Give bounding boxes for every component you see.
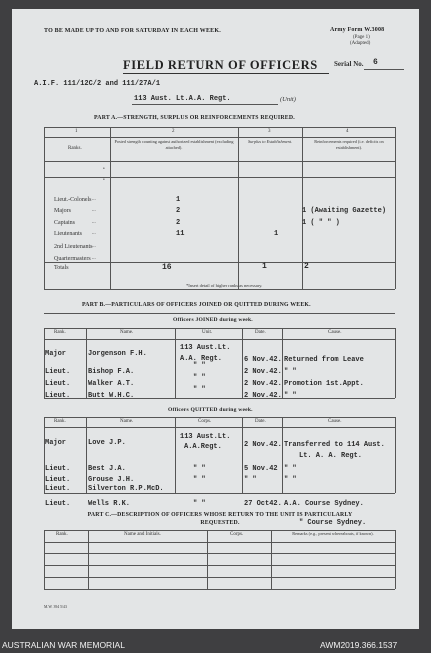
quitted-date: 5 Nov.42 xyxy=(244,465,278,473)
quitted-col-cause: Cause. xyxy=(328,419,342,424)
quitted-col-corps: Corps. xyxy=(198,419,212,424)
leader-dots: ... xyxy=(92,256,96,261)
part-c-col-corps: Corps. xyxy=(230,532,244,537)
posted-strength: 1 xyxy=(176,196,181,204)
header-reinforcements: Reinforcements required (i.e. deficits on establishment). xyxy=(314,139,384,150)
quitted-col-rank: Rank. xyxy=(54,419,66,424)
header-posted: Posted strength counting against authorized establishment (excluding attached). xyxy=(114,139,234,150)
col-number: 2 xyxy=(172,129,175,134)
joined-rank: Lieut. xyxy=(45,368,71,376)
quitted-name: Best J.A. xyxy=(88,465,126,473)
quitted-rank: Major xyxy=(45,439,67,447)
col-number: 3 xyxy=(268,129,271,134)
part-c-col-rank: Rank. xyxy=(56,532,68,537)
joined-cause: " " xyxy=(284,368,297,376)
footer-source: AUSTRALIAN WAR MEMORIAL xyxy=(2,640,125,650)
joined-unit: " " xyxy=(193,374,206,382)
joined-date: 2 Nov.42. xyxy=(244,368,282,376)
form-page: (Page 1) xyxy=(353,35,370,40)
quitted-date: 2 Nov.42. xyxy=(244,441,282,449)
quitted-date: 27 Oct42. xyxy=(244,500,282,508)
totals-reinforcements: 2 xyxy=(304,262,309,271)
unit-value: 113 Aust. Lt.A.A. Regt. xyxy=(134,95,231,103)
rank-label: Majors xyxy=(54,208,71,214)
reference-line: A.I.F. 111/12C/2 and 111/27A/1 xyxy=(34,80,161,88)
rank-label: Lieut.-Colonels xyxy=(54,197,92,203)
quitted-corps: " " xyxy=(193,476,206,484)
joined-unit: 113 Aust.Lt. xyxy=(180,344,231,352)
quitted-cause-line2: Lt. A. A. Regt. xyxy=(299,452,363,460)
print-code: M.W. 394 5/43 xyxy=(44,605,67,609)
quitted-rank: Lieut. xyxy=(45,485,71,493)
part-c-col-remarks: Remarks (e.g., present whereabouts, if known). xyxy=(292,531,374,536)
quitted-cause: " " xyxy=(284,465,297,473)
form-number: Army Form W.3008 xyxy=(330,27,385,33)
totals-label: Totals xyxy=(54,265,69,271)
joined-unit: " " xyxy=(193,362,206,370)
quitted-name: Silverton R.P.McD. xyxy=(88,485,164,493)
joined-col-date: Date. xyxy=(255,330,266,335)
quitted-rank: Lieut. xyxy=(45,465,71,473)
quitted-col-date: Date. xyxy=(255,419,266,424)
rank-label: Captains xyxy=(54,220,75,226)
posted-strength: 2 xyxy=(176,207,181,215)
col-number: 4 xyxy=(346,129,349,134)
joined-cause: Returned from Leave xyxy=(284,356,364,364)
footer-accession: AWM2019.366.1537 xyxy=(320,640,398,650)
part-b-heading: PART B.—PARTICULARS OF OFFICERS JOINED OR QUITTED DURING WEEK. xyxy=(82,302,311,308)
quitted-cause: " " xyxy=(284,476,297,484)
quitted-corps: 113 Aust.Lt. xyxy=(180,433,231,441)
quitted-col-name: Name. xyxy=(120,419,134,424)
totals-surplus: 1 xyxy=(262,262,267,271)
rank-label: 2nd Lieutenants xyxy=(54,244,93,250)
header-surplus: Surplus to Establishment. xyxy=(247,139,293,144)
leader-dots: ... xyxy=(92,220,96,225)
joined-rank: Major xyxy=(45,350,67,358)
joined-col-unit: Unit. xyxy=(202,330,213,335)
quitted-corps: " " xyxy=(193,500,206,508)
rank-label: Lieutenants xyxy=(54,231,82,237)
joined-col-name: Name. xyxy=(120,330,134,335)
leader-dots: ... xyxy=(92,244,96,249)
joined-date: 6 Nov.42. xyxy=(244,356,282,364)
quitted-heading: Officers QUITTED during week. xyxy=(168,407,253,413)
joined-heading: Officers JOINED during week. xyxy=(173,317,253,323)
totals-posted: 16 xyxy=(162,263,172,272)
quitted-rank: Lieut. xyxy=(45,500,71,508)
leader-dots: ... xyxy=(92,197,96,202)
document-page: TO BE MADE UP TO AND FOR SATURDAY IN EACH WEEK. Army Form W.3008 (Page 1) (Adapted) FIELD RETURN OF OFFICERS Serial No. 6 A.I.F. 111/12C/2 and 111/27A/1 113 Aust. Lt.A.A. Regt. (Unit) PART A.—STRENGTH, SURPLUS OR REINFORCEMENTS REQUIRED. 1 2 3 4 Ranks. Posted strength counting against authorized establishment (excluding attached). Surplus to Establishment. Reinforcements required (i.e. deficits on establishment). • • Lieut.-Colonels ... 1 Majors ... 2 1 (Awaiting Gazette) Captains ... 2 1 ( " " ) Lieutenants ... 11 1 2nd Lieutenants ... Quartermasters ... Totals 16 1 2 *Insert detail of higher ranks as necessary. PART B.—PARTICULARS OF OFFICERS JOINED OR QUITTED DURING WEEK. Officers JOINED during week. Rank. Name. Unit. Date. Cause. Major Jorgenson F.H. 113 Aust.Lt. A.A. Regt. 6 Nov.42. Returned from Leave Lieut. Bishop F.A. " " 2 Nov.42. " " Lieut. Walker A.T. " " 2 Nov.42. Promotion 1st.Appt. Lieut. Butt W.H.C. " " 2 Nov.42. " " Officers QUITTED during week. Rank. Name. Corps. Date. Cause. Major Love J.P. 113 Aust.Lt. A.A.Regt. 2 Nov.42. Transferred to 114 Aust. Lt. A. A. Regt. Lieut. Best J.A. " " 5 Nov.42 " " Lieut. Grouse J.H. " " " " " " Lieut. Silverton R.P.McD. Lieut. Wells R.K. " " 27 Oct42. A.A. Course Sydney. " Course Sydney. PART C.—DESCRIPTION OF OFFICERS WHOSE RETURN TO THE UNIT IS PARTICULARLY REQUESTED. Rank. Name and Initials. Corps. Remarks (e.g., present whereabouts, if known). M.W. 394 5/43 xyxy=(12,9,419,629)
part-a-note: *Insert detail of higher ranks as necessary. xyxy=(186,283,263,288)
header-ranks: Ranks. xyxy=(68,146,82,151)
joined-col-cause: Cause. xyxy=(328,330,342,335)
form-adapted: (Adapted) xyxy=(350,41,371,46)
quitted-corps-line2: A.A.Regt. xyxy=(184,443,222,451)
leader-dots: ... xyxy=(92,208,96,213)
heading-note: TO BE MADE UP TO AND FOR SATURDAY IN EACH WEEK. xyxy=(44,28,221,34)
joined-cause: " " xyxy=(284,392,297,400)
reinforcements-value: 1 ( " " ) xyxy=(302,219,340,227)
quitted-rank: Lieut. xyxy=(45,476,71,484)
surplus-value: 1 xyxy=(274,230,279,238)
col-number: 1 xyxy=(75,129,78,134)
quitted-cause: A.A. Course Sydney. xyxy=(284,500,364,508)
rank-label: Quartermasters xyxy=(54,256,91,262)
quitted-name: Love J.P. xyxy=(88,439,126,447)
joined-rank: Lieut. xyxy=(45,380,71,388)
joined-rank: Lieut. xyxy=(45,392,71,400)
quitted-name: Grouse J.H. xyxy=(88,476,135,484)
posted-strength: 11 xyxy=(176,230,185,238)
joined-date: 2 Nov.42. xyxy=(244,392,282,400)
footer-bar xyxy=(0,636,431,653)
part-a-heading: PART A.—STRENGTH, SURPLUS OR REINFORCEMENTS REQUIRED. xyxy=(94,115,295,121)
part-c-heading: PART C.—DESCRIPTION OF OFFICERS WHOSE RETURN TO THE UNIT IS PARTICULARLY REQUESTED. xyxy=(87,512,353,526)
page-title: FIELD RETURN OF OFFICERS xyxy=(123,58,318,72)
joined-name: Jorgenson F.H. xyxy=(88,350,147,358)
serial-label: Serial No. xyxy=(334,60,364,68)
joined-unit-line2: A.A. Regt. xyxy=(180,355,223,363)
serial-value: 6 xyxy=(373,58,378,67)
unit-label: (Unit) xyxy=(280,96,296,103)
joined-date: 2 Nov.42. xyxy=(244,380,282,388)
joined-name: Butt W.H.C. xyxy=(88,392,135,400)
quitted-corps: " " xyxy=(193,465,206,473)
quitted-cause: Transferred to 114 Aust. xyxy=(284,441,385,449)
leader-dots: ... xyxy=(92,231,96,236)
joined-name: Bishop F.A. xyxy=(88,368,135,376)
posted-strength: 2 xyxy=(176,219,181,227)
quitted-cause-line2: " Course Sydney. xyxy=(299,519,367,527)
joined-col-rank: Rank. xyxy=(54,330,66,335)
quitted-date: " " xyxy=(244,476,257,484)
part-c-col-name: Name and Initials. xyxy=(124,532,161,537)
joined-unit: " " xyxy=(193,386,206,394)
joined-name: Walker A.T. xyxy=(88,380,135,388)
joined-cause: Promotion 1st.Appt. xyxy=(284,380,364,388)
reinforcements-value: 1 (Awaiting Gazette) xyxy=(302,207,387,215)
quitted-name: Wells R.K. xyxy=(88,500,131,508)
